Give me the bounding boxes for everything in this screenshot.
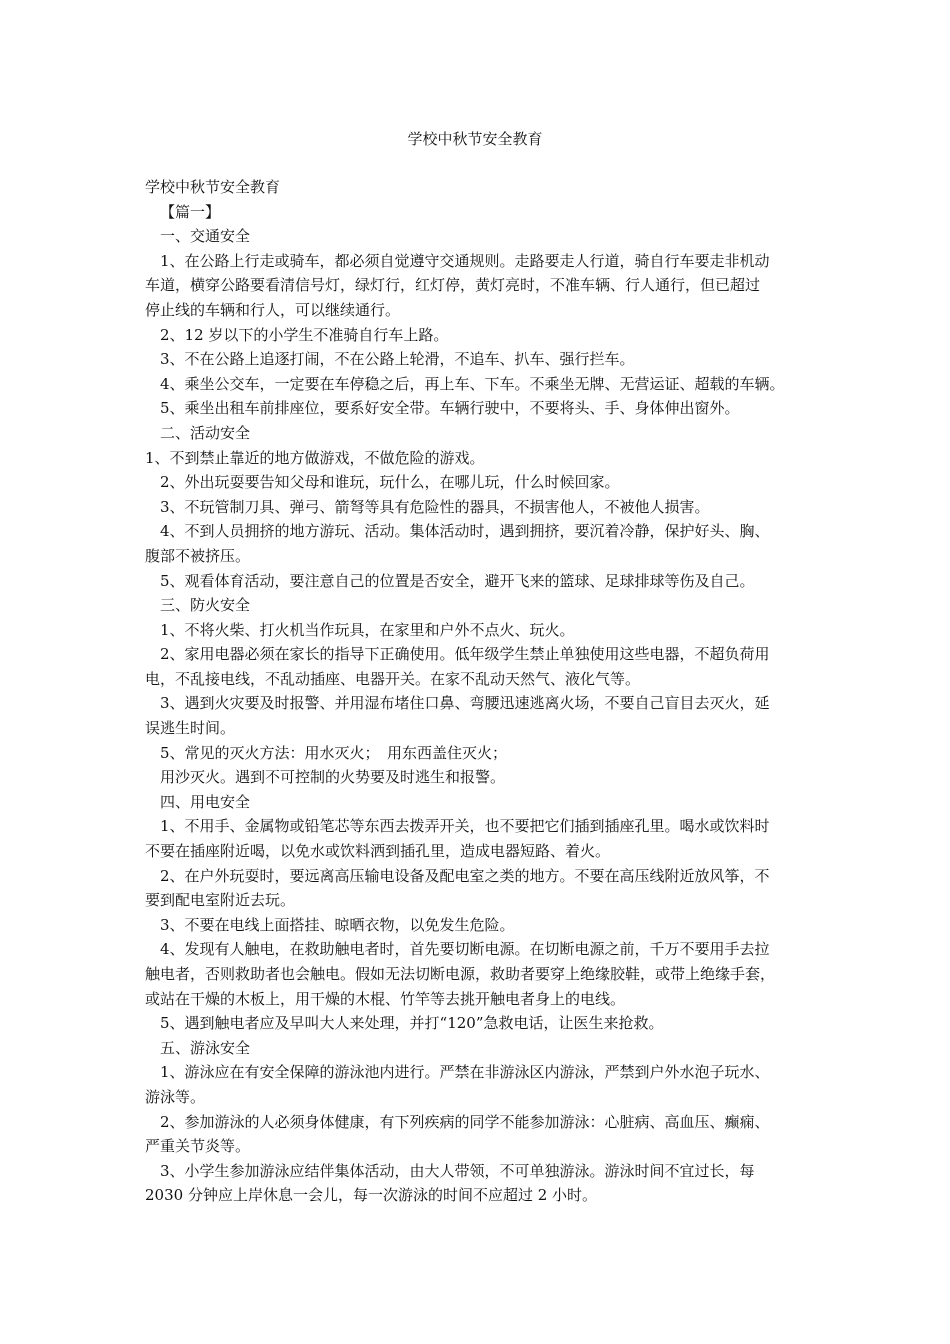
body-line: 停止线的车辆和行人，可以继续通行。 xyxy=(145,300,401,319)
body-line: 腹部不被挤压。 xyxy=(145,546,251,565)
body-line: 5、常见的灭火方法：用水灭火； 用东西盖住灭火； xyxy=(160,743,508,762)
body-line: 5、乘坐出租车前排座位，要系好安全带。车辆行驶中，不要将头、手、身体伸出窗外。 xyxy=(160,399,740,418)
body-line: 二、活动安全 xyxy=(160,423,251,442)
body-line: 游泳等。 xyxy=(145,1087,206,1106)
body-line: 5、观看体育活动，要注意自己的位置是否安全，避开飞来的篮球、足球排球等伤及自己。 xyxy=(160,571,755,590)
body-line: 1、不到禁止靠近的地方做游戏，不做危险的游戏。 xyxy=(145,448,485,467)
body-line: 电，不乱接电线，不乱动插座、电器开关。在家不乱动天然气、液化气等。 xyxy=(145,669,641,688)
body-line: 2、外出玩耍要告知父母和谁玩，玩什么，在哪儿玩，什么时候回家。 xyxy=(160,473,620,492)
body-line: 4、发现有人触电，在救助触电者时，首先要切断电源。在切断电源之前，千万不要用手去拉 xyxy=(160,940,770,959)
body-line: 或站在干燥的木板上，用干燥的木棍、竹竿等去挑开触电者身上的电线。 xyxy=(145,989,626,1008)
body-line: 2、在户外玩耍时，要远离高压输电设备及配电室之类的地方。不要在高压线附近放风筝，不 xyxy=(160,866,770,885)
body-line: 1、不将火柴、打火机当作玩具，在家里和户外不点火、玩火。 xyxy=(160,620,575,639)
body-line: 3、不在公路上追逐打闹，不在公路上轮滑，不追车、扒车、强行拦车。 xyxy=(160,350,635,369)
body-line: 不要在插座附近喝，以免水或饮料洒到插孔里，造成电器短路、着火。 xyxy=(145,842,611,861)
body-line: 触电者，否则救助者也会触电。假如无法切断电源，救助者要穿上绝缘胶鞋，或带上绝缘手套， xyxy=(145,965,776,983)
document-body xyxy=(145,175,825,1208)
body-line: 2、参加游泳的人必须身体健康，有下列疾病的同学不能参加游泳：心脏病、高血压、癫痫、 xyxy=(160,1112,770,1131)
body-line: 2、12 岁以下的小学生不准骑自行车上路。 xyxy=(160,325,449,344)
body-line: 车道，横穿公路要看清信号灯，绿灯行，红灯停，黄灯亮时，不准车辆、行人通行，但已超过 xyxy=(145,276,761,295)
body-line: 2、家用电器必须在家长的指导下正确使用。低年级学生禁止单独使用这些电器，不超负荷用 xyxy=(160,645,770,664)
body-line: 要到配电室附近去玩。 xyxy=(145,891,296,910)
body-line: 3、小学生参加游泳应结伴集体活动，由大人带领，不可单独游泳。游泳时间不宜过长，每 xyxy=(160,1161,755,1180)
body-line: 3、遇到火灾要及时报警、并用湿布堵住口鼻、弯腰迅速逃离火场，不要自己盲目去灭火，延 xyxy=(160,694,770,713)
body-line: 三、防火安全 xyxy=(160,596,251,615)
body-line: 误逃生时间。 xyxy=(145,719,236,738)
body-line: 严重关节炎等。 xyxy=(145,1137,251,1156)
body-line: 用沙灭火。遇到不可控制的火势要及时逃生和报警。 xyxy=(160,768,506,787)
body-line: 2030 分钟应上岸休息一会儿，每一次游泳的时间不应超过 2 小时。 xyxy=(145,1186,598,1205)
body-line: 5、遇到触电者应及早叫大人来处理，并打“120”急救电话，让医生来抢救。 xyxy=(160,1014,664,1033)
body-line: 3、不要在电线上面搭挂、晾晒衣物，以免发生危险。 xyxy=(160,915,515,934)
body-line: 四、用电安全 xyxy=(160,792,251,811)
body-line: 【篇一】 xyxy=(160,202,221,221)
body-line: 1、游泳应在有安全保障的游泳池内进行。严禁在非游泳区内游泳，严禁到户外水泡子玩水、 xyxy=(160,1063,770,1082)
body-line: 一、交通安全 xyxy=(160,227,251,246)
body-line: 4、乘坐公交车，一定要在车停稳之后，再上车、下车。不乘坐无牌、无营运证、超载的车辆。 xyxy=(160,374,785,393)
document-title: 学校中秋节安全教育 xyxy=(407,130,543,148)
body-line: 学校中秋节安全教育 xyxy=(145,178,281,196)
body-line: 3、不玩管制刀具、弹弓、箭弩等具有危险性的器具，不损害他人，不被他人损害。 xyxy=(160,497,710,516)
body-line: 1、不用手、金属物或铅笔芯等东西去拨弄开关，也不要把它们插到插座孔里。喝水或饮料时 xyxy=(160,817,770,836)
body-line: 4、不到人员拥挤的地方游玩、活动。集体活动时，遇到拥挤，要沉着冷静，保护好头、胸、 xyxy=(160,522,770,541)
body-line: 1、在公路上行走或骑车，都必须自觉遵守交通规则。走路要走人行道，骑自行车要走非机动 xyxy=(160,251,770,270)
body-line: 五、游泳安全 xyxy=(160,1038,251,1057)
